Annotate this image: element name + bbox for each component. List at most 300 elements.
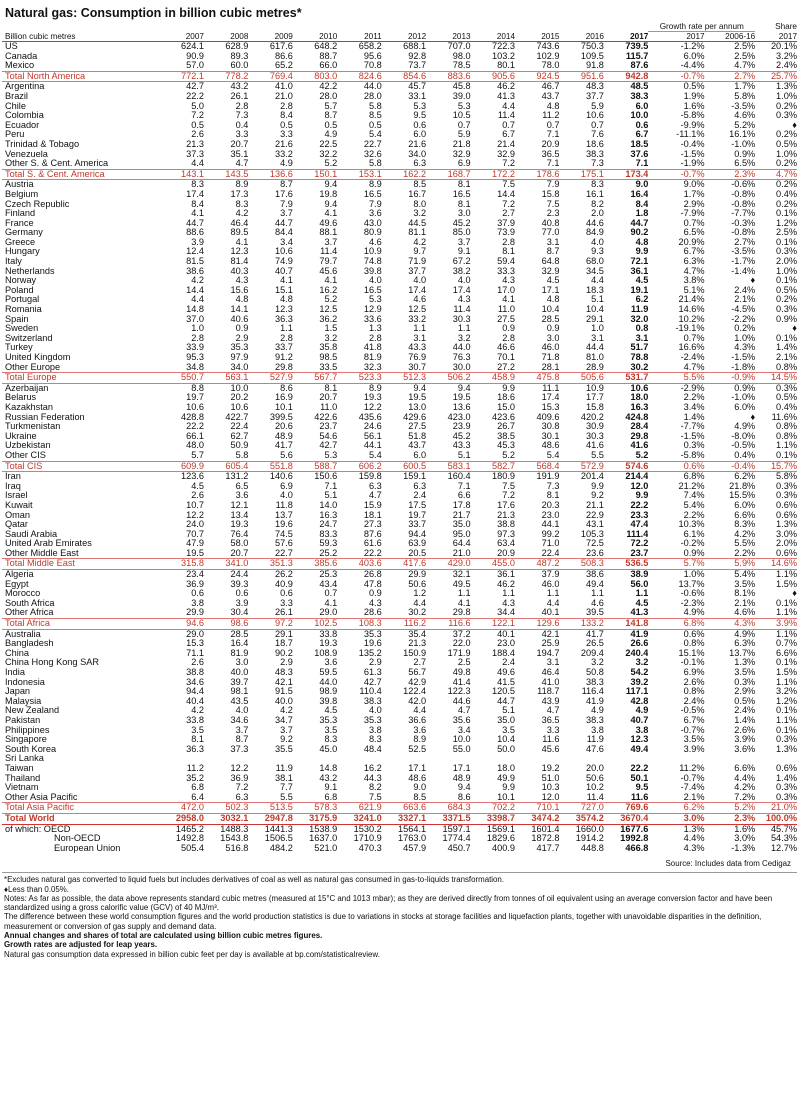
value-cell: 1660.0: [575, 824, 604, 834]
share-cell: 1.1%: [776, 715, 797, 725]
value-cell: 3327.1: [382, 813, 426, 824]
value-cell: 6.9: [280, 481, 293, 491]
share-cell: 0.1%: [776, 658, 797, 668]
share-cell: 3.0%: [776, 529, 797, 539]
table-row: [2, 844, 797, 854]
value-cell: 8.7: [546, 247, 560, 257]
value-cell: 81.5: [186, 257, 204, 267]
value-cell: 2.9: [280, 658, 293, 668]
growth-cell: -2.9%: [680, 383, 705, 393]
value-cell: 1.1: [413, 324, 427, 334]
value-cell: 46.4: [541, 668, 560, 677]
growth-cell: -1.4%: [731, 266, 756, 276]
share-cell: 0.2%: [776, 179, 797, 190]
share-cell: 2.0%: [776, 539, 797, 549]
value-cell: 2.7: [502, 209, 516, 219]
value-cell: 3.3: [280, 130, 293, 140]
value-cell: 49.4: [586, 579, 604, 589]
value-cell: 4.4: [502, 101, 516, 111]
value-cell: 13.7: [274, 510, 293, 520]
growth-cell: 1.3%: [683, 824, 705, 834]
value-cell: 27.2: [497, 362, 516, 372]
value-cell: 110.4: [359, 687, 382, 697]
value-cell: 78.0: [541, 61, 560, 71]
value-cell: 14.4: [497, 189, 516, 199]
value-cell: 30.7: [408, 362, 427, 372]
year-header-2008: 2008: [204, 32, 248, 42]
value-cell: 6.2: [635, 295, 649, 305]
row-label: Australia: [5, 629, 41, 639]
table-row: [2, 413, 797, 423]
value-cell: 6.7: [635, 130, 649, 140]
value-cell: 84.9: [586, 228, 604, 238]
value-cell: 16.2: [319, 285, 338, 295]
row-label: Malaysia: [5, 696, 42, 706]
value-cell: 35.5: [274, 744, 293, 754]
growth-cell: 0.3%: [734, 677, 756, 687]
value-cell: 38.8: [497, 520, 516, 530]
row-label: Sri Lanka: [5, 754, 44, 764]
value-cell: 6.5: [235, 481, 249, 491]
value-cell: 16.5: [363, 285, 382, 295]
value-cell: 658.2: [358, 41, 382, 51]
value-cell: 24.6: [363, 422, 382, 432]
value-cell: 38.3: [630, 91, 649, 101]
value-cell: 1.0: [591, 324, 604, 334]
value-cell: 905.6: [471, 71, 515, 82]
value-cell: 38.3: [586, 677, 604, 687]
value-cell: 22.2: [363, 548, 382, 558]
value-cell: 34.0: [408, 149, 427, 159]
growth-cell: 4.2%: [734, 783, 756, 793]
value-cell: [471, 754, 515, 764]
value-cell: 10.0: [452, 735, 471, 745]
table-row: [2, 599, 797, 609]
value-cell: [515, 754, 559, 764]
value-cell: 42.7: [186, 81, 204, 92]
value-cell: 41.8: [363, 343, 382, 353]
growth-group-header: Growth rate per annum: [648, 22, 755, 32]
value-cell: 28.9: [586, 362, 604, 372]
value-cell: 10.4: [497, 735, 516, 745]
value-cell: 1564.1: [398, 824, 427, 834]
value-cell: 28.0: [319, 91, 338, 101]
value-cell: 43.2: [319, 773, 338, 783]
growth-cell: 3.5%: [683, 735, 705, 745]
value-cell: 56.0: [630, 579, 649, 589]
value-cell: 122.1: [471, 619, 515, 630]
growth-header-2006-16: 2006-16: [705, 32, 756, 42]
growth-cell: 4.6%: [734, 111, 756, 121]
growth-cell: 2.9%: [683, 199, 705, 209]
value-cell: 4.7: [546, 706, 560, 716]
value-cell: 39.7: [230, 677, 249, 687]
value-cell: 0.7: [324, 589, 338, 599]
value-cell: 803.0: [293, 71, 337, 82]
row-label: Philippines: [5, 725, 50, 735]
year-header-2012: 2012: [382, 32, 426, 42]
growth-cell: 6.2%: [734, 471, 756, 482]
value-cell: 108.9: [314, 648, 338, 658]
value-cell: 26.1: [274, 608, 293, 618]
value-cell: 2.9: [368, 658, 382, 668]
value-cell: 50.9: [230, 441, 249, 451]
value-cell: 778.2: [204, 71, 248, 82]
value-cell: 34.6: [186, 677, 204, 687]
table-row: [2, 276, 797, 286]
value-cell: 40.1: [497, 629, 516, 639]
value-cell: 12.1: [230, 500, 249, 510]
value-cell: 3.3: [235, 130, 249, 140]
share-cell: 0.2%: [776, 199, 797, 209]
value-cell: 8.9: [413, 735, 427, 745]
value-cell: 583.1: [426, 461, 470, 472]
value-cell: 81.1: [408, 228, 427, 238]
row-label: Turkmenistan: [5, 422, 61, 432]
growth-cell: 6.8%: [648, 619, 704, 630]
value-cell: 122.3: [447, 687, 471, 697]
value-cell: 7.2: [191, 111, 204, 121]
value-cell: 16.5: [452, 189, 471, 199]
table-row: [2, 403, 797, 413]
share-cell: 3.2%: [776, 51, 797, 61]
table-row: [2, 668, 797, 678]
value-cell: 21.3: [408, 639, 427, 649]
value-cell: 214.4: [625, 471, 649, 482]
table-row: [2, 549, 797, 559]
value-cell: 8.2: [591, 199, 604, 209]
growth-cell: 1.7%: [683, 189, 705, 199]
value-cell: 70.1: [497, 353, 516, 362]
value-cell: 80.1: [497, 61, 516, 71]
value-cell: 17.4: [452, 285, 471, 295]
value-cell: 4.1: [191, 209, 204, 219]
row-label: Argentina: [5, 81, 45, 92]
value-cell: 20.3: [541, 500, 560, 510]
value-cell: 7.7: [280, 783, 293, 793]
value-cell: 28.1: [541, 362, 560, 372]
value-cell: 43.1: [586, 520, 604, 530]
value-cell: 8.3: [191, 179, 204, 190]
value-cell: 67.2: [452, 257, 471, 267]
value-cell: 120.5: [492, 687, 516, 697]
value-cell: 30.2: [408, 608, 427, 618]
value-cell: 35.3: [363, 629, 382, 639]
value-cell: 143.5: [204, 169, 248, 180]
value-cell: 48.5: [630, 81, 649, 92]
share-cell: 0.3%: [776, 305, 797, 315]
value-cell: 35.8: [319, 343, 338, 353]
value-cell: 14.1: [230, 305, 249, 315]
growth-cell: -5.8%: [680, 111, 705, 121]
value-cell: 9.4: [457, 783, 471, 793]
value-cell: 29.0: [319, 608, 338, 618]
table-row: [2, 745, 797, 755]
growth-cell: 6.5%: [734, 159, 756, 169]
share-cell: 0.8%: [776, 362, 797, 372]
share-cell: 25.7%: [755, 71, 797, 82]
value-cell: 3.4: [457, 725, 471, 735]
value-cell: 10.0: [630, 111, 649, 121]
value-cell: [248, 754, 292, 764]
value-cell: 4.9: [591, 706, 604, 716]
value-cell: 505.4: [180, 843, 204, 853]
growth-cell: 6.6%: [734, 510, 756, 520]
value-cell: 4.4: [413, 598, 427, 608]
value-cell: 10.5: [452, 111, 471, 121]
share-cell: 0.1%: [776, 450, 797, 460]
share-cell: 0.4%: [776, 189, 797, 199]
value-cell: 9.0: [635, 179, 649, 190]
value-cell: 45.8: [452, 81, 471, 92]
growth-cell: 4.3%: [734, 343, 756, 353]
value-cell: 44.0: [452, 343, 471, 353]
value-cell: 516.8: [225, 843, 249, 853]
value-cell: 36.6: [408, 715, 427, 725]
value-cell: 115.7: [625, 51, 649, 61]
value-cell: 1763.0: [398, 834, 427, 844]
value-cell: 73.7: [408, 61, 427, 71]
value-cell: 4.0: [280, 491, 293, 501]
growth-cell: 2.4%: [734, 285, 756, 295]
value-cell: 4.0: [368, 276, 382, 286]
row-label: Morocco: [5, 589, 41, 599]
value-cell: 33.1: [408, 91, 427, 101]
value-cell: 399.5: [269, 412, 293, 422]
value-cell: 9.5: [413, 111, 427, 121]
value-cell: 59.5: [319, 668, 338, 677]
row-label: European Union: [54, 843, 121, 853]
value-cell: 180.9: [492, 471, 516, 482]
value-cell: 8.0: [413, 199, 427, 209]
value-cell: 41.7: [274, 441, 293, 451]
table-row: [2, 764, 797, 774]
value-cell: 12.5: [319, 305, 338, 315]
share-cell: 0.1%: [776, 209, 797, 219]
value-cell: 3.1: [413, 333, 427, 343]
value-cell: 0.9: [368, 589, 382, 599]
value-cell: 41.0: [541, 677, 560, 687]
value-cell: 47.8: [363, 579, 382, 589]
share-cell: 0.4%: [776, 402, 797, 412]
value-cell: 648.2: [314, 41, 338, 51]
value-cell: 6.0: [413, 450, 427, 460]
table-row: [2, 530, 797, 540]
value-cell: 40.9: [274, 579, 293, 589]
value-cell: 2.4: [413, 491, 427, 501]
value-cell: 16.7: [408, 189, 427, 199]
value-cell: 5.2: [324, 159, 338, 169]
value-cell: 5.1: [502, 706, 516, 716]
value-cell: 457.9: [403, 843, 427, 853]
value-cell: 28.5: [541, 314, 560, 324]
share-cell: 15.7%: [755, 461, 797, 472]
value-cell: 22.7: [274, 548, 293, 558]
value-cell: 11.8: [275, 500, 293, 510]
value-cell: 48.4: [363, 744, 382, 754]
value-cell: 98.9: [319, 687, 338, 697]
growth-cell: 8.3%: [734, 520, 756, 530]
value-cell: 8.6: [457, 792, 471, 802]
table-row: [2, 61, 797, 71]
row-label: Indonesia: [5, 677, 45, 687]
growth-cell: -0.7%: [648, 71, 704, 82]
value-cell: 600.5: [382, 461, 426, 472]
value-cell: 42.7: [363, 677, 382, 687]
value-cell: 6.0: [635, 101, 649, 111]
value-cell: 45.2: [452, 218, 471, 228]
value-cell: 150.1: [293, 169, 337, 180]
growth-cell: -1.7%: [731, 257, 756, 267]
value-cell: 159.1: [403, 471, 427, 482]
value-cell: 19.3: [363, 393, 382, 403]
growth-cell: 0.9%: [734, 383, 756, 393]
growth-cell: -0.1%: [680, 658, 705, 668]
row-label: Pakistan: [5, 715, 41, 725]
value-cell: 3175.9: [293, 813, 337, 824]
value-cell: 91.2: [274, 353, 293, 362]
value-cell: 36.2: [319, 314, 338, 324]
value-cell: 12.3: [630, 735, 649, 745]
row-label: Ecuador: [5, 120, 40, 130]
unit-label-header: Billion cubic metres: [2, 32, 160, 42]
growth-cell: 4.9%: [683, 608, 705, 618]
value-cell: 12.0: [630, 481, 649, 491]
row-label: Total CIS: [2, 461, 160, 472]
value-cell: 48.9: [452, 773, 471, 783]
value-cell: 0.7: [591, 120, 604, 130]
value-cell: 10.1: [274, 402, 293, 412]
value-cell: 27.5: [497, 314, 516, 324]
value-cell: 50.1: [630, 773, 649, 783]
value-cell: 30.0: [452, 362, 471, 372]
row-label: Other CIS: [5, 450, 46, 460]
value-cell: 10.6: [186, 402, 204, 412]
value-cell: 32.6: [363, 149, 382, 159]
value-cell: 72.1: [630, 257, 649, 267]
value-cell: 41.9: [586, 696, 604, 706]
value-cell: 3.7: [280, 725, 293, 735]
total-row: [2, 373, 797, 384]
growth-cell: 1.0%: [734, 333, 756, 343]
value-cell: 65.2: [274, 61, 293, 71]
growth-cell: 0.9%: [734, 149, 756, 159]
value-cell: 15.0: [497, 402, 516, 412]
value-cell: 10.4: [586, 305, 604, 315]
value-cell: 1488.3: [220, 824, 249, 834]
value-cell: 6.3: [413, 159, 427, 169]
value-cell: 191.9: [536, 471, 560, 482]
value-cell: 3670.4: [604, 813, 648, 824]
value-cell: 17.1: [541, 285, 560, 295]
value-cell: 8.1: [191, 735, 204, 745]
value-cell: 28.6: [363, 608, 382, 618]
value-cell: 44.7: [630, 218, 649, 228]
share-cell: 0.6%: [776, 548, 797, 558]
share-cell: 0.1%: [776, 276, 797, 286]
growth-cell: 0.4%: [734, 450, 756, 460]
value-cell: 57.0: [186, 61, 204, 71]
value-cell: 34.0: [230, 362, 249, 372]
value-cell: 201.4: [580, 471, 604, 482]
value-cell: 21.7: [452, 510, 471, 520]
row-label: Belarus: [5, 393, 37, 403]
value-cell: 0.6: [235, 589, 249, 599]
value-cell: 43.2: [230, 81, 249, 92]
value-cell: 403.6: [337, 559, 381, 570]
growth-cell: 6.8%: [683, 471, 705, 482]
table-row: [2, 539, 797, 549]
value-cell: 34.5: [586, 266, 604, 276]
value-cell: 94.4: [186, 687, 204, 697]
value-cell: 39.8: [363, 266, 382, 276]
value-cell: 64.8: [541, 257, 560, 267]
value-cell: 168.7: [426, 169, 470, 180]
value-cell: 45.6: [319, 266, 338, 276]
value-cell: 5.3: [324, 450, 338, 460]
value-cell: 173.4: [604, 169, 648, 180]
growth-cell: 6.0%: [734, 402, 756, 412]
value-cell: 505.6: [559, 373, 603, 384]
growth-cell: -7.9%: [680, 209, 705, 219]
value-cell: 4.9: [635, 706, 649, 716]
growth-cell: -0.5%: [680, 706, 705, 716]
value-cell: 37.3: [230, 744, 249, 754]
value-cell: 81.9: [363, 353, 382, 362]
value-cell: 40.0: [230, 668, 249, 677]
table-row: [2, 824, 797, 834]
value-cell: 4.5: [635, 598, 649, 608]
value-cell: 44.7: [497, 696, 516, 706]
table-row: [2, 793, 797, 803]
value-cell: 9.1: [457, 247, 471, 257]
value-cell: 19.1: [630, 285, 649, 295]
growth-cell: -4.4%: [680, 61, 705, 71]
table-row: [2, 82, 797, 92]
value-cell: 20.7: [230, 139, 249, 149]
share-cell: 20.1%: [770, 41, 797, 51]
value-cell: 9.4: [457, 383, 471, 393]
row-label: Bangladesh: [5, 639, 54, 649]
growth-cell: 3.8%: [683, 276, 705, 286]
value-cell: 28.0: [363, 91, 382, 101]
value-cell: 508.3: [559, 559, 603, 570]
growth-cell: ♦: [750, 412, 756, 422]
growth-cell: -0.4%: [705, 461, 756, 472]
growth-cell: -19.1%: [675, 324, 705, 334]
value-cell: 48.6: [408, 773, 427, 783]
value-cell: 29.8: [630, 431, 649, 441]
value-cell: 21.6: [274, 139, 293, 149]
row-label: China Hong Kong SAR: [5, 658, 99, 668]
value-cell: 3474.2: [515, 813, 559, 824]
value-cell: 33.6: [363, 314, 382, 324]
value-cell: 484.2: [269, 843, 293, 853]
growth-cell: 0.8%: [683, 639, 705, 649]
footnote-line: Growth rates are adjusted for leap years.: [4, 940, 158, 950]
value-cell: 3.1: [546, 237, 560, 247]
value-cell: 25.3: [319, 569, 338, 580]
value-cell: 73.9: [497, 228, 516, 238]
value-cell: 9.9: [635, 491, 649, 501]
row-label: United Kingdom: [5, 353, 71, 362]
value-cell: 160.4: [447, 471, 471, 482]
value-cell: 3.7: [457, 237, 471, 247]
share-cell: 1.2%: [776, 218, 797, 228]
value-cell: 5.7: [324, 101, 338, 111]
value-cell: 628.9: [225, 41, 249, 51]
growth-cell: 15.5%: [729, 491, 756, 501]
